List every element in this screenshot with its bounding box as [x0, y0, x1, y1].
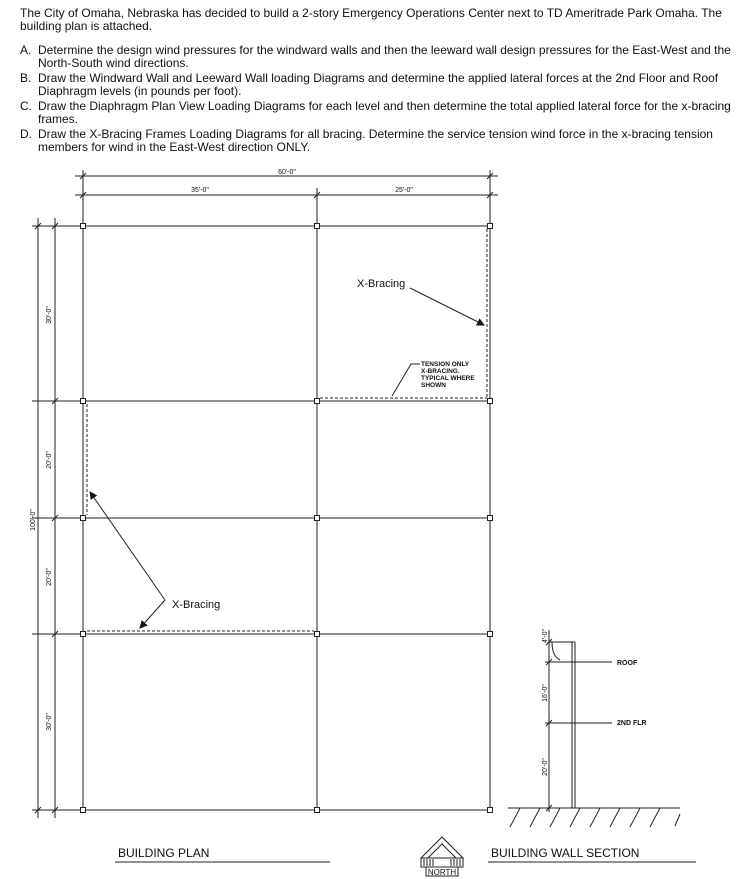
tension-note-line: TYPICAL WHERE	[421, 375, 475, 382]
xbracing-leader-1	[410, 288, 484, 325]
building-plan	[32, 170, 498, 818]
xbracing-label-2: X-Bracing	[172, 599, 221, 611]
section-dim-2: 16'-0"	[542, 684, 549, 702]
building-wall-section	[508, 630, 680, 827]
task-text: Draw the X-Bracing Frames Loading Diagrams for all bracing. Determine the service tension wind force in the x-bracing tension members for wind in the East-West direction ONLY.	[38, 127, 713, 154]
section-dim-3: 20'-0"	[542, 758, 549, 776]
row-dim-3: 20'-0"	[46, 568, 53, 586]
overall-length-dim: 100'-0"	[30, 509, 37, 531]
wall-section-title: BUILDING WALL SECTION	[491, 846, 640, 860]
task-text: Determine the design wind pressures for the windward walls and then the leeward wall design pressures for the East-West and the North-South wind directions.	[38, 43, 731, 70]
xbracing-leader-2a	[90, 492, 165, 600]
top-dimensions	[75, 173, 498, 198]
row-dim-4: 30'-0"	[46, 713, 53, 731]
building-plan-title: BUILDING PLAN	[118, 846, 210, 860]
xbracing-label-1: X-Bracing	[357, 278, 406, 290]
ground-hatch	[510, 808, 680, 827]
level-2nd-flr: 2ND FLR	[617, 720, 647, 727]
tension-note-line: SHOWN	[421, 382, 446, 389]
row-dim-2: 20'-0"	[46, 451, 53, 469]
north-label: NORTH	[427, 868, 457, 877]
grid-lines	[32, 170, 490, 810]
task-letter: C.	[20, 99, 32, 113]
task-text: Draw the Diaphragm Plan View Loading Diagrams for each level and then determine the total applied lateral force for the x-bracing frames.	[38, 99, 731, 126]
task-letter: D.	[20, 127, 32, 141]
row-dim-1: 30'-0"	[46, 306, 53, 324]
tension-note-line: X-BRACING.	[421, 368, 460, 375]
tension-note-leader	[392, 364, 420, 396]
task-text: Draw the Windward Wall and Leeward Wall loading Diagrams and determine the applied lateral forces at the 2nd Floor and Roof Diaphragm levels (in pounds per foot).	[38, 71, 719, 98]
parapet-arc	[552, 642, 560, 660]
level-roof: ROOF	[617, 660, 638, 667]
xbracing-leader-2b	[140, 600, 165, 628]
tension-note-line: TENSION ONLY	[421, 361, 470, 368]
bay-dim-2: 25'-0"	[395, 187, 413, 194]
tension-note	[421, 361, 475, 389]
bracing-dashed-lines	[87, 229, 487, 631]
intro-text: The City of Omaha, Nebraska has decided to build a 2-story Emergency Operations Center next to TD Ameritrade Park Omaha. The building plan is attached.	[20, 6, 722, 33]
section-dim-1: 4'-0"	[542, 629, 549, 643]
task-letter: B.	[20, 71, 32, 85]
overall-width-dim: 60'-0"	[278, 169, 296, 176]
bay-dim-1: 35'-0"	[191, 187, 209, 194]
task-letter: A.	[20, 43, 32, 57]
